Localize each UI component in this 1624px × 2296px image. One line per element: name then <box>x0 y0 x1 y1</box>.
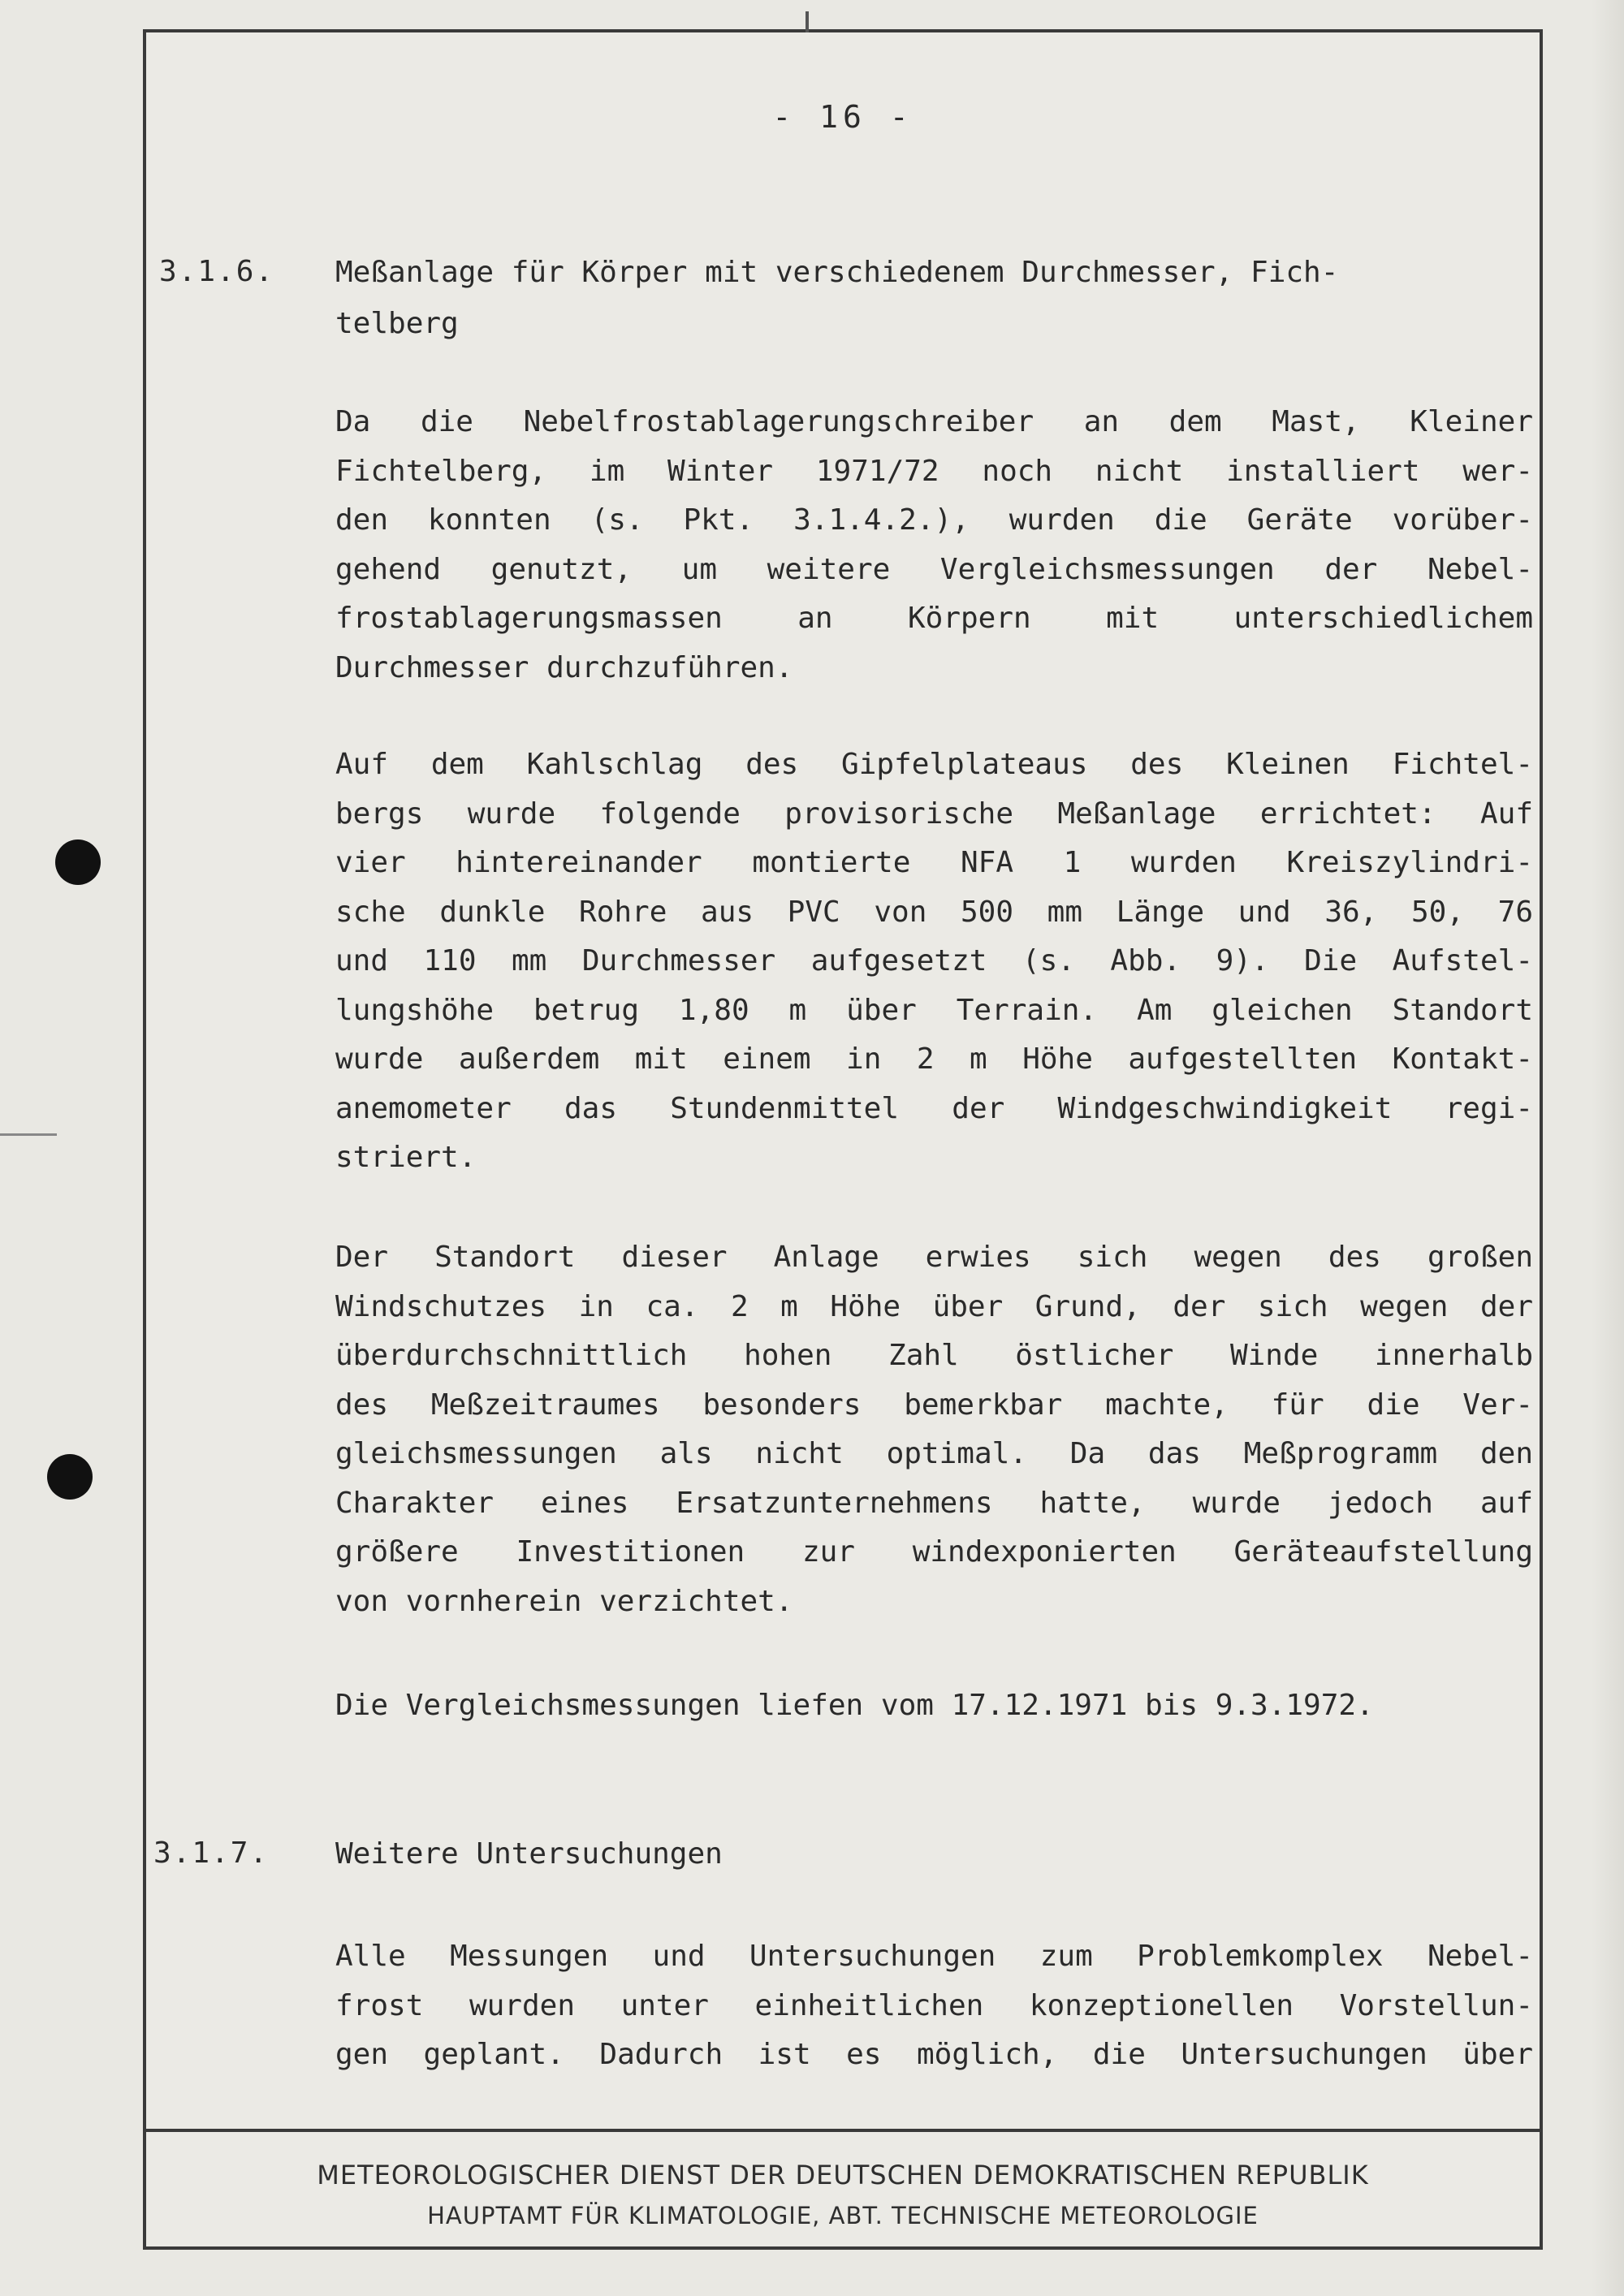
text-line: anemometer das Stundenmittel der Windgeschwindigkeit regi- <box>335 1091 1533 1125</box>
paragraph <box>335 1233 1533 1626</box>
text-line: Durchmesser durchzuführen. <box>335 650 793 684</box>
text-line: Charakter eines Ersatzunternehmens hatte, wurde jedoch auf <box>335 1486 1533 1520</box>
text-line: wurde außerdem mit einem in 2 m Höhe aufgestellten Kontakt- <box>335 1042 1533 1076</box>
text-line: bergs wurde folgende provisorische Meßanlage errichtet: Auf <box>335 796 1533 831</box>
footer-rule <box>143 2129 1543 2132</box>
text-line: Die Vergleichsmessungen liefen vom 17.12.1971 bis 9.3.1972. <box>335 1689 1374 1722</box>
text-line: den konnten (s. Pkt. 3.1.4.2.), wurden die Geräte vorüber- <box>335 503 1533 537</box>
text-line: größere Investitionen zur windexponierten Geräteaufstellung <box>335 1535 1533 1569</box>
text-line: des Meßzeitraumes besonders bemerkbar machte, für die Ver- <box>335 1388 1533 1422</box>
text-line: Da die Nebelfrostablagerungschreiber an dem Mast, Kleiner <box>335 405 1533 438</box>
text-line: gen geplant. Dadurch ist es möglich, die Untersuchungen über <box>335 2038 1533 2071</box>
text-line: Der Standort dieser Anlage erwies sich wegen des großen <box>335 1241 1533 1274</box>
text-line: und 110 mm Durchmesser aufgesetzt (s. Abb. 9). Die Aufstel- <box>335 944 1533 978</box>
title-line: Meßanlage für Körper mit verschiedenem Durchmesser, Fich- <box>335 256 1339 289</box>
section-title <box>335 1828 1529 1880</box>
text-line: vier hintereinander montierte NFA 1 wurden Kreiszylindri- <box>335 846 1533 879</box>
text-line: Auf dem Kahlschlag des Gipfelplateaus des Kleinen Fichtel- <box>335 748 1533 781</box>
footer-department: HAUPTAMT FÜR KLIMATOLOGIE, ABT. TECHNISCHE METEOROLOGIE <box>427 2202 1259 2229</box>
text-line: gehend genutzt, um weitere Vergleichsmessungen der Nebel- <box>335 552 1533 586</box>
text-line: lungshöhe betrug 1,80 m über Terrain. Am gleichen Standort <box>335 993 1533 1027</box>
text-line: sche dunkle Rohre aus PVC von 500 mm Länge und 36, 50, 76 <box>335 895 1533 929</box>
text-line: gleichsmessungen als nicht optimal. Da das Meßprogramm den <box>335 1437 1533 1470</box>
text-line: Windschutzes in ca. 2 m Höhe über Grund, der sich wegen der <box>335 1289 1533 1323</box>
text-line: Fichtelberg, im Winter 1971/72 noch nicht installiert wer- <box>335 454 1533 488</box>
page-edge-shadow <box>1592 0 1624 2296</box>
section-number: 3.1.6. <box>159 255 275 288</box>
paragraph <box>335 1681 1533 1731</box>
title-line: telberg <box>335 307 459 340</box>
footer-institution: METEOROLOGISCHER DIENST DER DEUTSCHEN DEMOKRATISCHEN REPUBLIK <box>317 2160 1369 2190</box>
paragraph <box>335 740 1533 1183</box>
text-line: frost wurden unter einheitlichen konzeptionellen Vorstellun- <box>335 1988 1533 2022</box>
title-line: Weitere Untersuchungen <box>335 1837 723 1871</box>
punch-hole-bottom <box>47 1454 93 1500</box>
section-number: 3.1.7. <box>153 1836 270 1870</box>
margin-fold-mark <box>0 1133 57 1136</box>
text-line: Alle Messungen und Untersuchungen zum Problemkomplex Nebel- <box>335 1940 1533 1973</box>
text-line: frostablagerungsmassen an Körpern mit unterschiedlichem <box>335 602 1533 635</box>
section-title <box>335 247 1529 349</box>
frame-top-mark <box>806 11 809 32</box>
paragraph <box>335 1932 1533 2080</box>
punch-hole-top <box>55 839 101 885</box>
page-number: - 16 - <box>772 99 914 135</box>
text-line: überdurchschnittlich hohen Zahl östlicher Winde innerhalb <box>335 1339 1533 1372</box>
text-line: striert. <box>335 1141 477 1174</box>
text-line: von vornherein verzichtet. <box>335 1584 793 1618</box>
paragraph <box>335 398 1533 693</box>
